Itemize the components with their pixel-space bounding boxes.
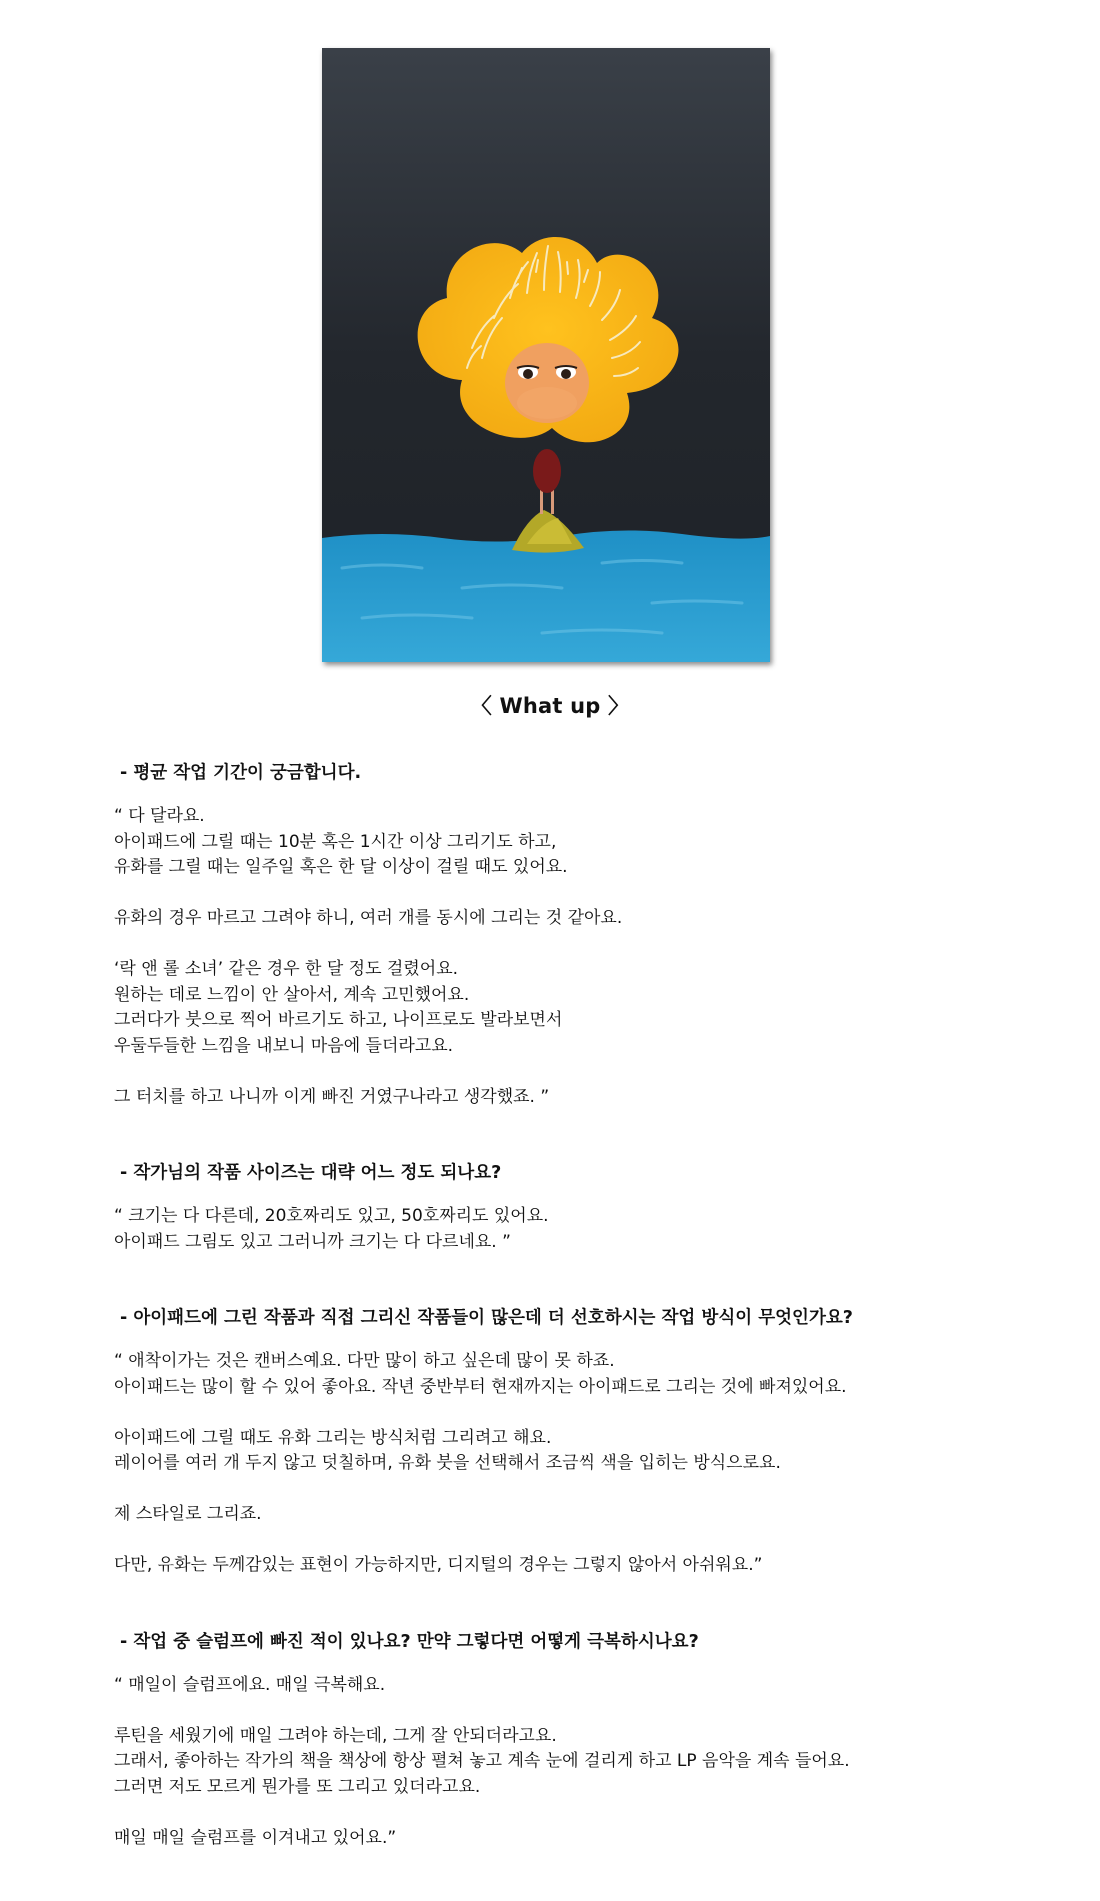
answer-line [114, 881, 1014, 907]
answer-line: 루틴을 세웠기에 매일 그려야 하는데, 그게 잘 안되더라고요. [114, 1725, 557, 1746]
interview-article [114, 760, 1014, 1901]
interview-question: - 작업 중 슬럼프에 빠진 적이 있나요? 만약 그렇다면 어떻게 극복하시나요? [120, 1631, 699, 1652]
artwork-caption: 〈 What up 〉 [470, 694, 630, 718]
answer-line: 아이패드에 그릴 때는 10분 혹은 1시간 이상 그리기도 하고, [114, 831, 557, 852]
interview-answer [114, 1673, 1014, 1852]
answer-line: 그 터치를 하고 나니까 이게 빠진 거였구나라고 생각했죠. ” [114, 1086, 550, 1107]
interview-answer [114, 804, 1014, 1110]
interview-item [114, 1160, 1014, 1255]
answer-line: 아이패드는 많이 할 수 있어 좋아요. 작년 중반부터 현재까지는 아이패드로 그리는 것에 빠져있어요. [114, 1376, 847, 1397]
interview-item [114, 760, 1014, 1110]
interview-answer [114, 1204, 1014, 1255]
answer-line [114, 1528, 1014, 1554]
answer-line [114, 1800, 1014, 1826]
answer-line: 유화를 그릴 때는 일주일 혹은 한 달 이상이 걸릴 때도 있어요. [114, 857, 568, 877]
answer-line: 제 스타일로 그리죠. [114, 1504, 262, 1524]
interview-item [114, 1305, 1014, 1579]
answer-line [114, 932, 1014, 958]
answer-line: 다만, 유화는 두께감있는 표현이 가능하지만, 디지털의 경우는 그렇지 않아서 아쉬워요.” [114, 1555, 763, 1575]
interview-question: - 평균 작업 기간이 궁금합니다. [120, 763, 362, 783]
interview-item [114, 1629, 1014, 1852]
answer-line: ‘락 앤 롤 소녀’ 같은 경우 한 달 정도 걸렸어요. [114, 959, 459, 979]
answer-line [114, 1477, 1014, 1503]
answer-line: 매일 매일 슬럼프를 이겨내고 있어요.” [114, 1827, 397, 1848]
artwork-image [322, 48, 770, 662]
answer-line: 원하는 데로 느낌이 안 살아서, 계속 고민했어요. [114, 984, 470, 1005]
answer-line: “ 애착이가는 것은 캔버스예요. 다만 많이 하고 싶은데 많이 못 하죠. [114, 1351, 615, 1371]
answer-line [114, 1400, 1014, 1426]
answer-line: 그러면 저도 모르게 뭔가를 또 그리고 있더라고요. [114, 1776, 481, 1797]
answer-line: 레이어를 여러 개 두지 않고 덧칠하며, 유화 붓을 선택해서 조금씩 색을 입히는 방식으로요. [114, 1453, 781, 1473]
answer-line: “ 매일이 슬럼프에요. 매일 극복해요. [114, 1674, 386, 1695]
girl-dress [533, 449, 561, 493]
answer-line: 우둘두들한 느낌을 내보니 마음에 들더라고요. [114, 1035, 454, 1056]
answer-line: 아이패드 그림도 있고 그러니까 크기는 다 다르네요. ” [114, 1231, 511, 1252]
answer-line: “ 다 달라요. [114, 806, 205, 826]
interview-answer [114, 1349, 1014, 1579]
painting-canvas [322, 48, 770, 662]
answer-line [114, 1059, 1014, 1085]
answer-line [114, 1698, 1014, 1724]
interview-question: - 작가님의 작품 사이즈는 대략 어느 정도 되나요? [120, 1163, 502, 1183]
answer-line: 아이패드에 그릴 때도 유화 그리는 방식처럼 그리려고 해요. [114, 1427, 552, 1448]
interview-question: - 아이패드에 그린 작품과 직접 그리신 작품들이 많은데 더 선호하시는 작업 방식이 무엇인가요? [120, 1308, 853, 1328]
answer-line: 그래서, 좋아하는 작가의 책을 책상에 항상 펼쳐 놓고 계속 눈에 걸리게 하고 LP 음악을 계속 들어요. [114, 1751, 850, 1771]
answer-line: 유화의 경우 마르고 그려야 하니, 여러 개를 동시에 그리는 것 같아요. [114, 908, 623, 928]
answer-line: “ 크기는 다 다른데, 20호짜리도 있고, 50호짜리도 있어요. [114, 1206, 549, 1226]
answer-line: 그러다가 붓으로 찍어 바르기도 하고, 나이프로도 발라보면서 [114, 1010, 563, 1030]
